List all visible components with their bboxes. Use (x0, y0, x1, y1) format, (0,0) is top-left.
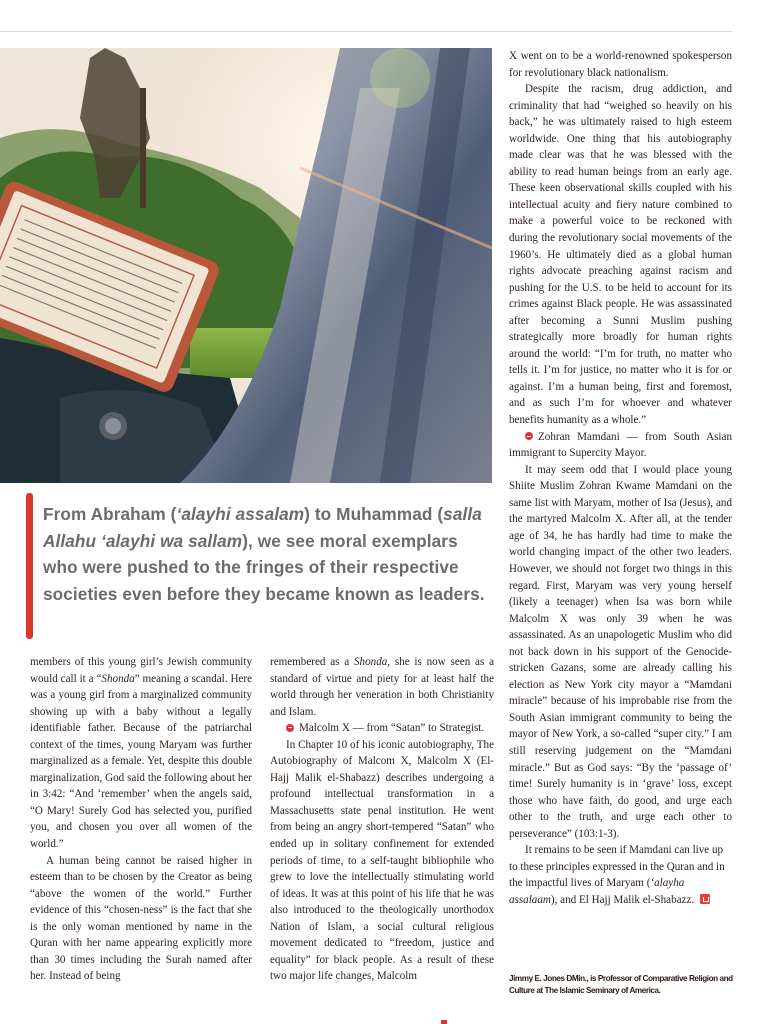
text-run: members of this young girl’s Jewish community would call it a “ (30, 656, 252, 685)
photo-illustration (0, 48, 492, 483)
paragraph (509, 842, 732, 908)
pull-quote-text (43, 501, 493, 607)
paragraph (30, 654, 252, 853)
section-heading-text: Zohran Mamdani — from South Asian immigrant to Supercity Mayor. (509, 430, 732, 460)
pull-quote-part: ) to Muhammad ( (304, 504, 444, 524)
paragraph: A human being cannot be raised higher in esteem than to be chosen by the Creator as being “above the women of the world.” Further evidence of this “chosen-ness” is the fact that she is the only woman mentioned by name in the Quran with her name appearing explicitly more than 30 times including the Surah named after her. Instead of being (30, 854, 252, 983)
body-column-middle (270, 654, 494, 985)
section-heading (509, 429, 732, 462)
paragraph: X went on to be a world-renowned spokesperson for revolutionary black nationalism. (509, 50, 732, 79)
top-divider (0, 31, 732, 32)
paragraph (270, 654, 494, 720)
text-run: It remains to be seen if Mamdani can live up to these principles expressed in the Quran and in the impactful lives of Maryam ( (509, 844, 725, 890)
body-column-right (509, 48, 732, 908)
pull-quote-accent-bar (26, 493, 33, 639)
article-photo (0, 48, 492, 483)
italic-term: ‘alayha assalaam (509, 877, 685, 906)
section-heading-text: Malcolm X — from “Satan” to Strategist. (299, 722, 485, 735)
pull-quote-italic: ‘alayhi assalam (176, 504, 305, 524)
section-heading (270, 720, 494, 737)
author-bio: Jimmy E. Jones DMin., is Professor of Comparative Religion and Culture at The Islamic Seminary of America. (509, 974, 733, 995)
text-run: ), and El Hajj Malik el-Shabazz. (550, 893, 695, 906)
page-footer-clipped (435, 1016, 735, 1024)
pull-quote-part: ), we see moral exemplars who were pushed to the fringes of their respective societies even before they became known as leaders. (43, 530, 485, 604)
section-bullet-icon (286, 724, 294, 732)
italic-term: Shonda (354, 656, 388, 668)
paragraph: In Chapter 10 of his iconic autobiography, The Autobiography of Malcom X, Malcolm X (El-Hajj Malik el-Shabazz) describes undergoing a profound intellectual transformation in a Massachusetts state penal institution. He went from being an angry short-tempered “Satan” who ended up in solitary confinement for extended periods of time, to a self-taught bibliophile who grew to love the intellectually stimulating world of ideas. It was at this point of his life that he was also introduced to the theologically unorthodox Nation of Islam, a social cultural religious movement dedicated to “freedom, justice and equality” for black people. As a result of these two major life changes, Malcolm (270, 738, 494, 983)
italic-term: Shonda (101, 672, 135, 685)
body-column-left (30, 654, 252, 985)
pull-quote (26, 491, 496, 641)
section-bullet-icon (525, 432, 533, 440)
end-mark-icon (700, 894, 710, 904)
pull-quote-part: From Abraham ( (43, 504, 177, 524)
pull-quote-italic: salla Allahu ‘alayhi wa sallam (43, 504, 482, 551)
footer-marker-icon (441, 1020, 447, 1024)
text-run: remembered as a (270, 656, 354, 668)
text-run: ” meaning a scandal. Here was a young girl from a marginalized community showing up with a baby without a legally identifiable father. Because of the patriarchal context of the times, young Maryam was further marginalized as a female. Yet, despite this double marginalization, God said the following about her in 3:42: “And ‘remember’ when the angels said, “O Mary! Surely God has selected you, purified you, and chosen you over all women of the world.” (30, 672, 252, 851)
paragraph: Despite the racism, drug addiction, and criminality that had “weighed so heavily on his back,” he was ultimately raised to high esteem worldwide. One thing that his autobiography made clear was that he was blessed with the ability to read human beings from an early age. These keen observational skills coupled with his intellectual acuity and fiery nature combined to make a powerful voice to be reckoned with during the revolutionary social movements of the 1960’s. He ultimately died as a global human rights advocate preaching against racism and pushing for the U.S. to be held to account for its crimes against Black people. He was assassinated after becoming a Sunni Muslim pushing strategically more broadly for human rights around the world: “I’m for truth, no matter who tells it. I’m for justice, no matter who it is for or against. I’m a human being, first and foremost, and as such I’m for whoever and whatever benefits humanity as a whole.” (509, 83, 732, 427)
text-run: , she is now seen as a standard of virtue and piety for at least half the world through her veneration in both Christianity and Islam. (270, 656, 495, 718)
paragraph: It may seem odd that I would place young Shiite Muslim Zohran Kwame Mamdani on the same list with Maryam, mother of Isa (Jesus), and the martyred Malcolm X. After all, at the tender age of 34, he has hardly had time to make the world changing impact of the other two leaders. However, we should not forget two things in this regard. First, Maryam was very young herself (likely a teenager) when Isa was born while Malcolm X was only 39 when he was assassinated. As an unapologetic Muslim who did not back down in his support of the Genocide-stricken Gazans, some are already calling his election as New York city mayor a “Mamdani miracle” because of his improbable rise from the South Asian immigrant community to being the mayor of New York, a so-called “super city.” I am still reserving judgement on the “Mamdani miracle.” But as God says: “By the ‘passage of’ time! Surely humanity is in ‘grave’ loss, except those who have faith, do good, and urge each other to the truth, and urge each other to perseverance” (103:1-3). (509, 463, 732, 840)
